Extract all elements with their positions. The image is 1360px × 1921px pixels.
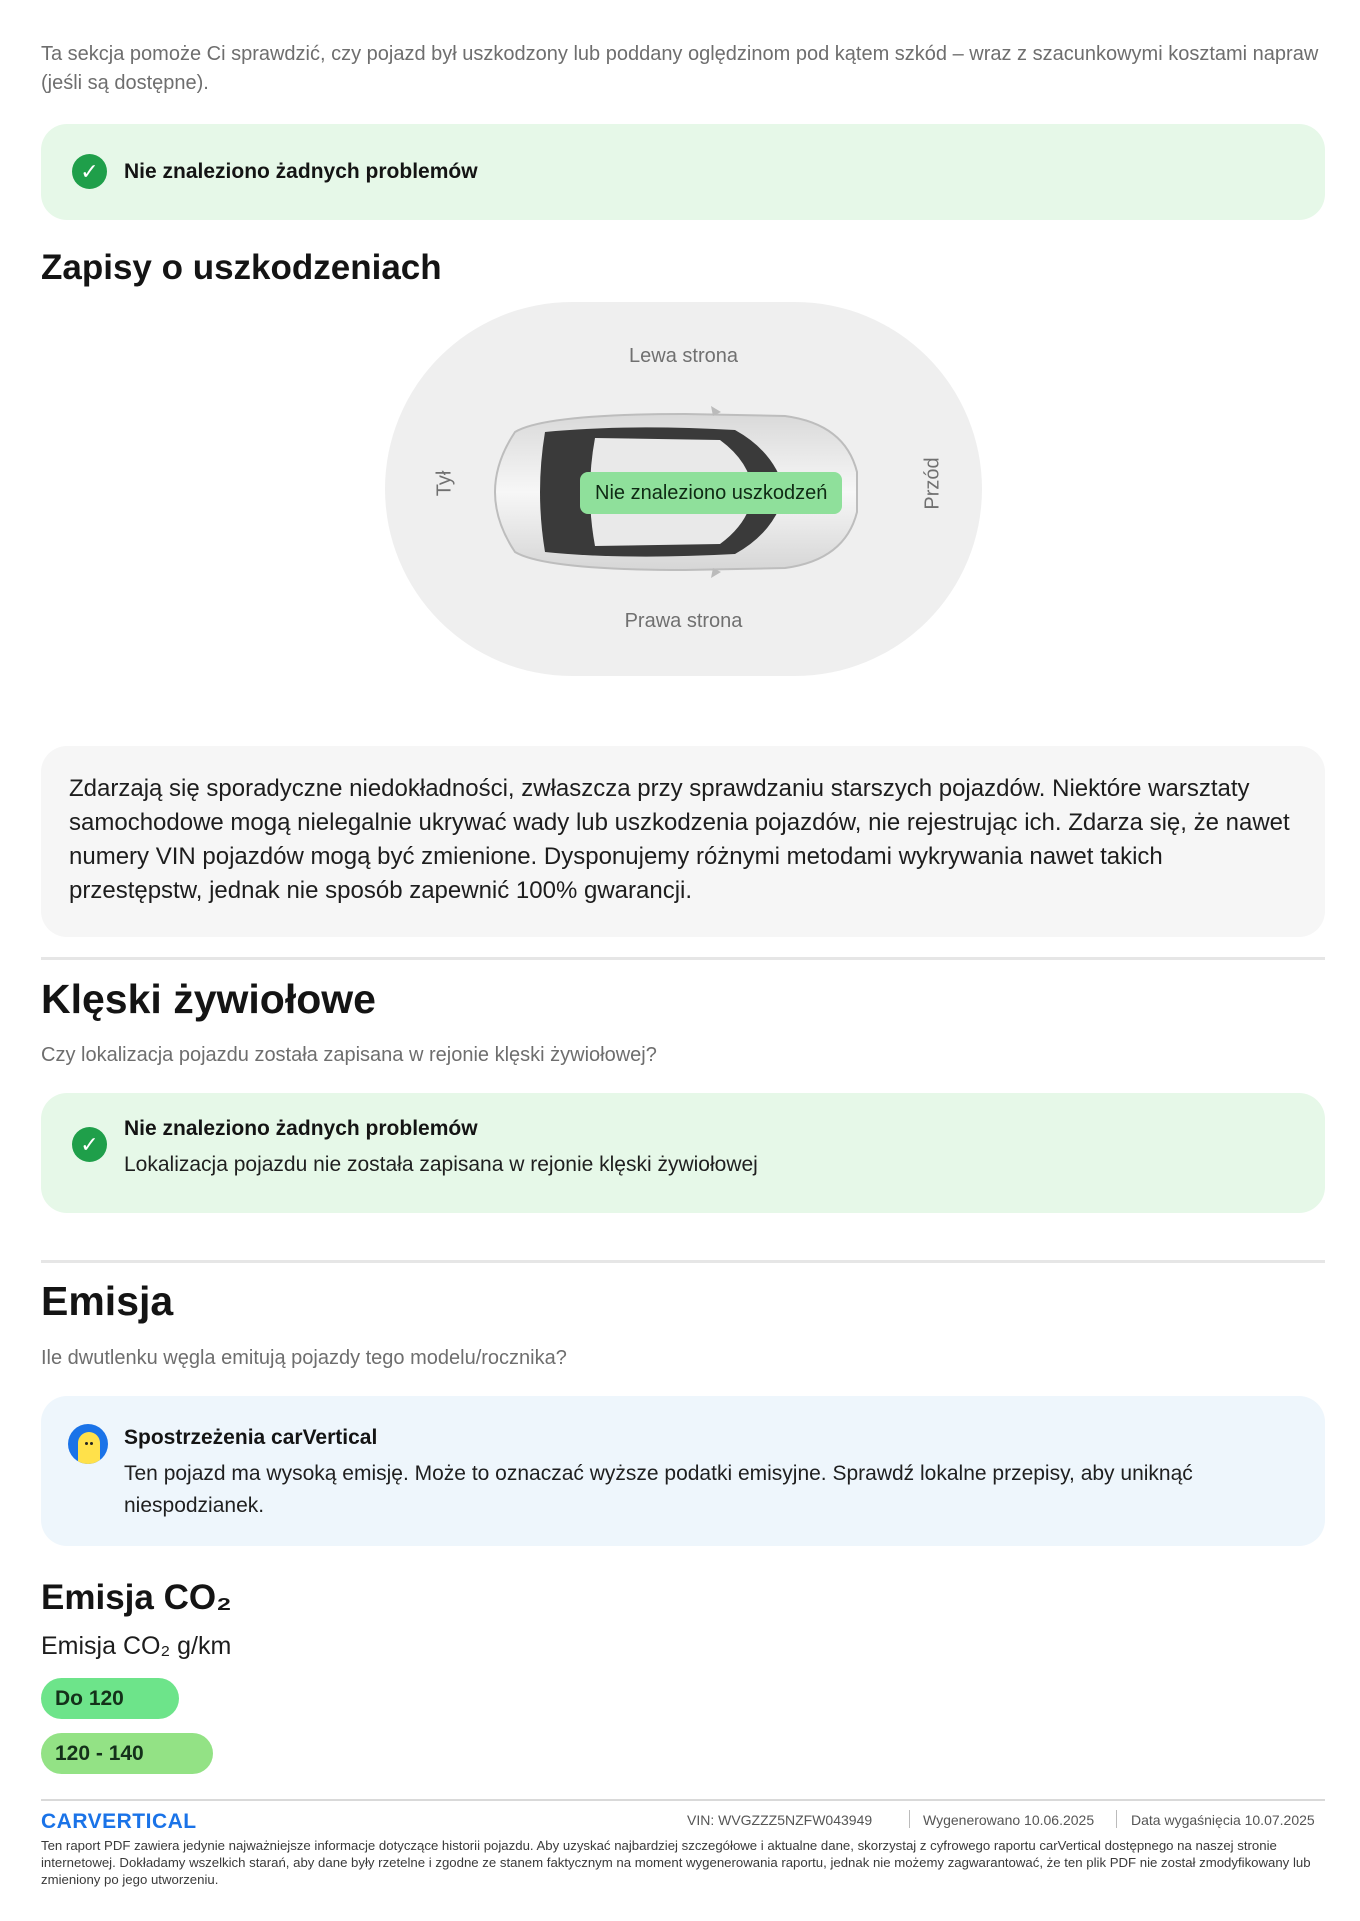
left-side-label: Lewa strona: [629, 345, 738, 367]
alert-title: Nie znaleziono żadnych problemów: [124, 160, 478, 183]
damage-records-heading: Zapisy o uszkodzeniach: [41, 248, 442, 287]
footer-disclaimer: Ten raport PDF zawiera jedynie najważniejsze informacje dotyczące historii pojazdu. Aby uzyskać najbardziej szczegółowe i aktualne dane, skorzystaj z cyfrowego raportu carVertical dostępnego na naszej stronie internetowej. Dokładamy wszelkich starań, aby dane były rzetelne i zgodne ze stanem faktycznym na moment wygenerowania raportu, jednak nie możemy zagwarantować, że ten plik PDF nie został zmodyfikowany lub zmieniony po jego utworzeniu.: [41, 1838, 1311, 1887]
alert-title: Nie znaleziono żadnych problemów: [124, 1117, 478, 1140]
check-circle-icon: ✓: [72, 1127, 107, 1162]
disasters-heading: Klęski żywiołowe: [41, 976, 376, 1022]
right-side-label: Prawa strona: [624, 610, 743, 632]
no-problems-alert: [41, 124, 1325, 220]
footer-divider: [41, 1799, 1325, 1801]
meta-separator: [909, 1810, 910, 1828]
disasters-alert: [41, 1093, 1325, 1213]
carvertical-insight: [41, 1396, 1325, 1546]
co2-range-pill: Do 120: [41, 1678, 179, 1719]
disasters-subtitle: Czy lokalizacja pojazdu została zapisana w rejonie klęski żywiołowej?: [41, 1044, 657, 1066]
section-divider: [41, 957, 1325, 960]
generated-date: Wygenerowano 10.06.2025: [923, 1812, 1095, 1828]
meta-separator: [1116, 1810, 1117, 1828]
co2-heading: Emisja CO₂: [41, 1578, 232, 1617]
emission-heading: Emisja: [41, 1278, 174, 1324]
car-damage-diagram: [385, 302, 982, 676]
back-label: Tył: [433, 470, 456, 497]
co2-unit-label: Emisja CO₂ g/km: [41, 1632, 232, 1660]
insight-title: Spostrzeżenia carVertical: [124, 1426, 378, 1449]
emission-subtitle: Ile dwutlenku węgla emitują pojazdy tego modelu/rocznika?: [41, 1347, 567, 1369]
no-damage-badge: Nie znaleziono uszkodzeń: [580, 472, 842, 514]
check-circle-icon: ✓: [72, 154, 107, 189]
section-intro: Ta sekcja pomoże Ci sprawdzić, czy pojazd był uszkodzony lub poddany oględzinom pod kątem szkód – wraz z szacunkowymi kosztami napraw (jeśli są dostępne).: [41, 43, 1319, 94]
carvertical-logo: CARVERTICAL: [41, 1810, 197, 1833]
insight-text: Ten pojazd ma wysoką emisję. Może to oznaczać wyższe podatki emisyjne. Sprawdź lokalne przepisy, aby uniknąć niespodzianek.: [124, 1462, 1193, 1517]
section-divider: [41, 1260, 1325, 1263]
alert-text: Lokalizacja pojazdu nie została zapisana w rejonie klęski żywiołowej: [124, 1153, 758, 1176]
expiry-date: Data wygaśnięcia 10.07.2025: [1131, 1812, 1315, 1828]
mascot-icon: [68, 1424, 108, 1464]
accuracy-note-text: Zdarzają się sporadyczne niedokładności, zwłaszcza przy sprawdzaniu starszych pojazdów. Niektóre warsztaty samochodowe mogą nielegalnie ukrywać wady lub uszkodzenia pojazdów, nie rejestrując ich. Zdarza się, że nawet numery VIN pojazdów mogą być zmienione. Dysponujemy różnymi metodami wykrywania nawet takich przestępstw, jednak nie sposób zapewnić 100% gwarancji.: [69, 775, 1290, 904]
accuracy-note: [41, 746, 1325, 937]
front-label: Przód: [921, 457, 944, 510]
vin-number: VIN: WVGZZZ5NZFW043949: [687, 1812, 873, 1828]
co2-range-pill: 120 - 140: [41, 1733, 213, 1774]
